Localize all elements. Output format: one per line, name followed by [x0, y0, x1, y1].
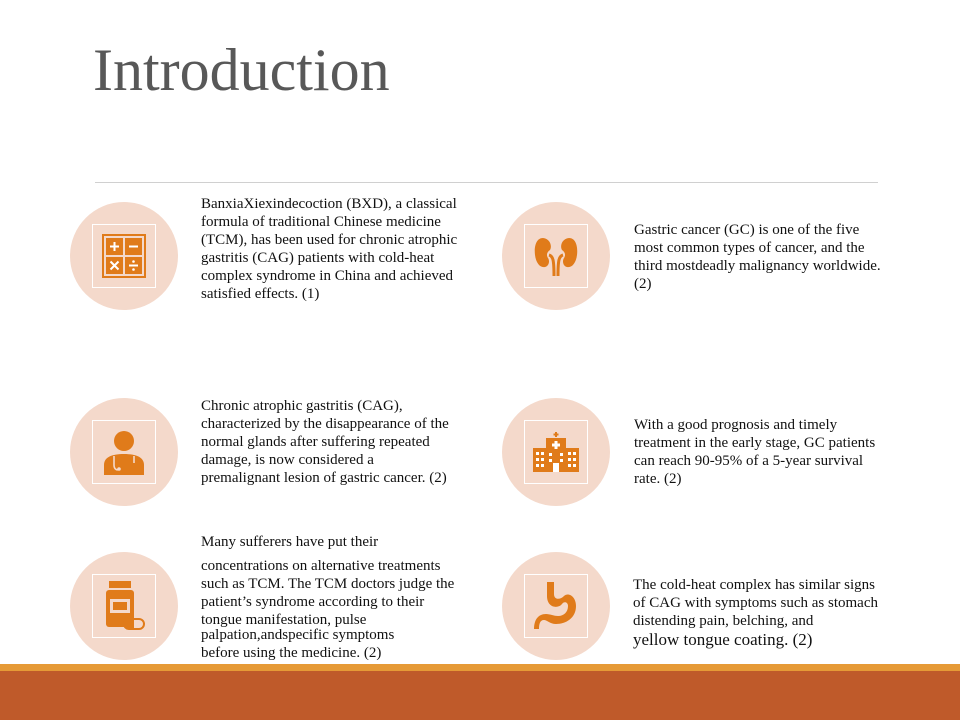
icon-circle-6 [502, 552, 610, 660]
icon-circle-1 [70, 202, 178, 310]
item-text-1 [201, 195, 463, 303]
item-text-6 [633, 576, 891, 650]
doctor-icon [102, 429, 146, 475]
item-text-3 [201, 397, 453, 487]
slide-title: Introduction [93, 37, 390, 103]
icon-circle-4 [502, 398, 610, 506]
title-divider [95, 182, 878, 183]
item-paragraph: BanxiaXiexindecoction (BXD), a classical formula of traditional Chinese medicine (TCM), has been used for chronic atrophic gastritis (CAG) patients with cold-heat complex syndrome in China and achieved satisfied effects. (1) [201, 196, 458, 302]
item-text-5 [201, 533, 463, 662]
item-line: concentrations on alternative treatments such as TCM. The TCM doctors judge the patient’s syndrome according to their tongue manifestation, pulse [201, 558, 455, 628]
icon-frame [92, 224, 156, 288]
item-text-4 [634, 416, 884, 488]
item-line: yellow tongue coating. (2) [633, 630, 813, 649]
hospital-icon [531, 432, 581, 472]
icon-circle-3 [70, 398, 178, 506]
calculator-icon [102, 234, 146, 278]
footer-band [0, 671, 960, 720]
icon-frame [92, 420, 156, 484]
item-paragraph: Gastric cancer (GC) is one of the five most common types of cancer, and the third mostdeadly malignancy worldwide. (2) [634, 222, 881, 292]
kidneys-icon [533, 235, 579, 277]
item-text-2 [634, 221, 888, 293]
stomach-icon [534, 582, 578, 630]
icon-frame [524, 420, 588, 484]
icon-frame [92, 574, 156, 638]
item-paragraph: With a good prognosis and timely treatment in the early stage, GC patients can reach 90-95% of a 5-year survival rate. (2) [634, 417, 876, 487]
icon-circle-2 [502, 202, 610, 310]
footer-accent-band [0, 664, 960, 671]
icon-circle-5 [70, 552, 178, 660]
medicine-bottle-icon [102, 581, 146, 631]
item-paragraph: Chronic atrophic gastritis (CAG), characterized by the disappearance of the normal glands after suffering repeated damage, is now considered a premalignant lesion of gastric cancer. (2) [201, 398, 449, 486]
icon-frame [524, 224, 588, 288]
item-line: Many sufferers have put their [201, 534, 379, 550]
icon-frame [524, 574, 588, 638]
item-line: palpation,andspecific symptoms [201, 627, 395, 643]
item-line: The cold-heat complex has similar signs of CAG with symptoms such as stomach distending pain, belching, and [633, 577, 878, 629]
item-line: before using the medicine. (2) [201, 645, 382, 661]
